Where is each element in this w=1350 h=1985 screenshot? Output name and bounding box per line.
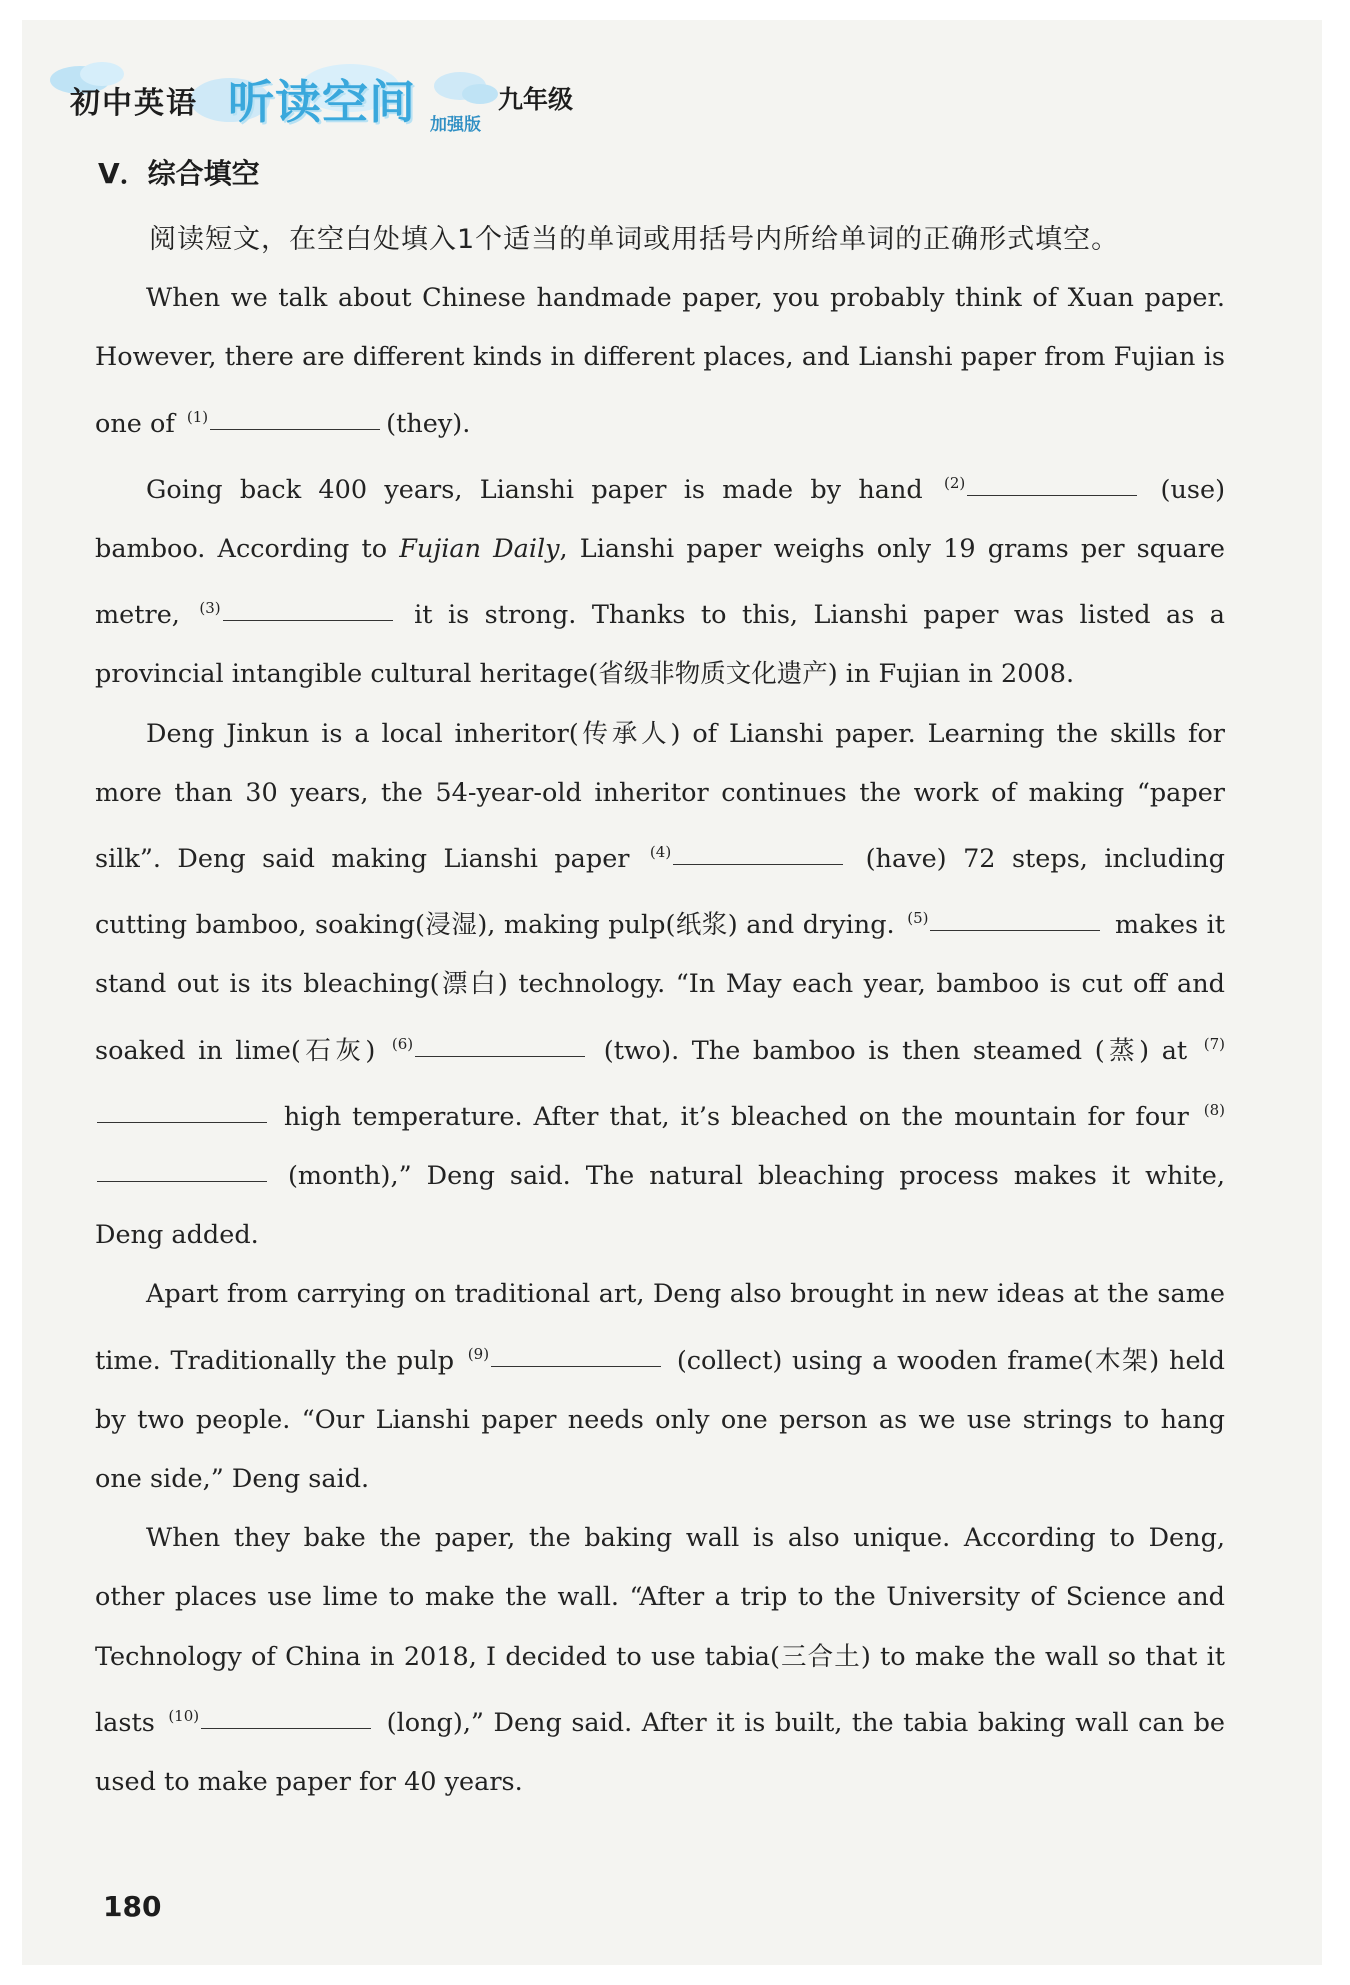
- blank-number: (8): [1203, 1100, 1225, 1119]
- blank-number: (6): [391, 1034, 414, 1053]
- answer-blank-3[interactable]: [223, 619, 393, 621]
- brand-logo-text: 听读空间: [228, 75, 416, 129]
- paragraph-5: When they bake the paper, the baking wall is also unique. According to Deng, other places use lime to make the wall. “After a trip to the University of Science and Technology of China in 2018, I decided to use tabia(三合土) to make the wall so that it lasts $^{(10)}$ (long),” Deng said. After it is built, the tabia baking wall can be used to make paper for 40 years.: [95, 1523, 1225, 1798]
- paragraph-4: Apart from carrying on traditional art, Deng also brought in new ideas at the same time. Traditionally the pulp $^{(9)}$ (collect) using a wooden frame(木架) held by two people. “Our Lianshi paper needs only one person as we use strings to hang one side,” Deng said.: [95, 1279, 1226, 1495]
- answer-blank-1[interactable]: [210, 428, 380, 430]
- blank-number: (7): [1203, 1034, 1226, 1053]
- answer-blank-2[interactable]: [967, 494, 1137, 496]
- blank-number: (4): [649, 843, 672, 862]
- grade-label: 九年级: [498, 85, 574, 114]
- instructions: 阅读短文，在空白处填入1个适当的单词或用括号内所给单词的正确形式填空。: [149, 224, 1120, 255]
- paragraph-3: Deng Jinkun is a local inheritor(传承人) of Lianshi paper. Learning the skills for more than 30 years, the 54-year-old inheritor continues the work of making “paper silk”. Deng said making Lianshi paper $^{(4)}$ (have) 72 steps, including cutting bamboo, soaking(浸湿), making pulp(纸浆) and drying. $^{(5)}$ makes it stand out is its bleaching(漂白) technology. “In May each year, bamboo is cut off and soaked in lime(石灰) $^{(6)}$ (two). The bamboo is then steamed (蒸) at $^{(7)}$ high temperature. After that, it’s bleached on the mountain for four $^{(8)}$ (month),” Deng said. The natural bleaching process makes it white, Deng added.: [95, 718, 1226, 1251]
- blank-number: (5): [907, 909, 929, 928]
- blank-number: (10): [168, 1706, 200, 1725]
- answer-blank-10[interactable]: [201, 1727, 371, 1729]
- paragraph-2: Going back 400 years, Lianshi paper is made by hand $^{(2)}$ (use) bamboo. According to Fujian Daily, Lianshi paper weighs only 19 grams per square metre, $^{(3)}$ it is strong. Thanks to this, Lianshi paper was listed as a provincial intangible cultural heritage(省级非物质文化遗产) in Fujian in 2008.: [95, 473, 1226, 690]
- edition-label: 加强版: [430, 115, 481, 135]
- book-header: [70, 60, 670, 140]
- answer-blank-7[interactable]: [97, 1121, 267, 1123]
- answer-blank-4[interactable]: [673, 863, 843, 865]
- answer-blank-5[interactable]: [930, 929, 1100, 931]
- blank-number: (3): [199, 599, 221, 618]
- blank-number: (9): [467, 1344, 490, 1363]
- page-number: 180: [103, 1890, 162, 1923]
- blank-number: (2): [943, 473, 966, 492]
- series-label: 初中英语: [70, 86, 198, 121]
- section-title: V．综合填空: [98, 157, 260, 190]
- answer-blank-9[interactable]: [491, 1365, 661, 1367]
- passage-body: [95, 210, 1225, 1812]
- answer-blank-8[interactable]: [97, 1180, 267, 1182]
- newspaper-title: Fujian Daily: [399, 534, 560, 565]
- answer-blank-6[interactable]: [415, 1055, 585, 1057]
- paragraph-1: When we talk about Chinese handmade paper, you probably think of Xuan paper. However, there are different kinds in different places, and Lianshi paper from Fujian is one of $^{(1)}$ (they).: [95, 283, 1225, 439]
- blank-number: (1): [186, 407, 209, 426]
